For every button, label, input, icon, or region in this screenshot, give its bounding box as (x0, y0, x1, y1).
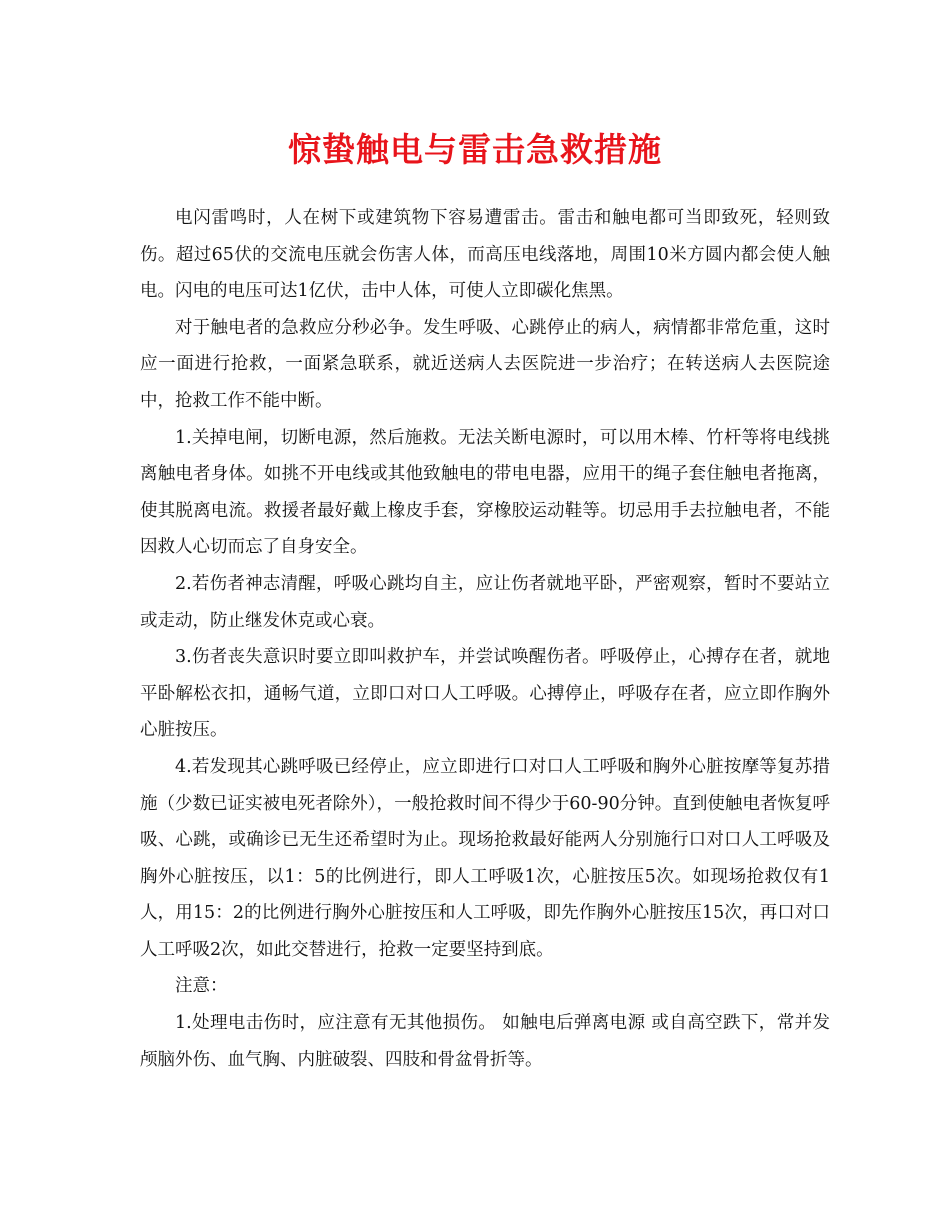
paragraph-step-4: 4.若发现其心跳呼吸已经停止，应立即进行口对口人工呼吸和胸外心脏按摩等复苏措施（少数已证实被电死者除外），一般抢救时间不得少于60-90分钟。直到使触电者恢复呼吸、心跳，或确诊已无生还希望时为止。现场抢救最好能两人分别施行口对口人工呼吸及胸外心脏按压，以1：5的比例进行，即人工呼吸1次，心脏按压5次。如现场抢救仅有1人，用15：2的比例进行胸外心脏按压和人工呼吸，即先作胸外心脏按压15次，再口对口人工呼吸2次，如此交替进行，抢救一定要坚持到底。 (140, 756, 830, 960)
document-body (140, 200, 830, 1078)
paragraph-urgency: 对于触电者的急救应分秒必争。发生呼吸、心跳停止的病人，病情都非常危重，这时应一面进行抢救，一面紧急联系，就近送病人去医院进一步治疗；在转送病人去医院途中，抢救工作不能中断。 (140, 317, 830, 411)
paragraph-intro: 电闪雷鸣时，人在树下或建筑物下容易遭雷击。雷击和触电都可当即致死，轻则致伤。超过65伏的交流电压就会伤害人体，而高压电线落地，周围10米方圆内都会使人触电。闪电的电压可达1亿伏，击中人体，可使人立即碳化焦黑。 (140, 208, 830, 302)
paragraph-notice-1: 1.处理电击伤时，应注意有无其他损伤。 如触电后弹离电源 或自高空跌下，常并发颅脑外伤、血气胸、内脏破裂、四肢和骨盆骨折等。 (140, 1013, 830, 1070)
paragraph-step-1: 1.关掉电闸，切断电源，然后施救。无法关断电源时，可以用木棒、竹杆等将电线挑离触电者身体。如挑不开电线或其他致触电的带电电器，应用干的绳子套住触电者拖离，使其脱离电流。救援者最好戴上橡皮手套，穿橡胶运动鞋等。切忌用手去拉触电者，不能因救人心切而忘了自身安全。 (140, 427, 830, 558)
paragraph-notice-heading: 注意： (175, 976, 228, 997)
paragraph-step-3: 3.伤者丧失意识时要立即叫救护车，并尝试唤醒伤者。呼吸停止，心搏存在者，就地平卧解松衣扣，通畅气道，立即口对口人工呼吸。心搏停止，呼吸存在者，应立即作胸外心脏按压。 (140, 647, 830, 741)
paragraph-step-2: 2.若伤者神志清醒，呼吸心跳均自主，应让伤者就地平卧，严密观察，暂时不要站立或走动，防止继发休克或心衰。 (140, 573, 830, 631)
document-title: 惊蛰触电与雷击急救措施 (288, 130, 662, 169)
